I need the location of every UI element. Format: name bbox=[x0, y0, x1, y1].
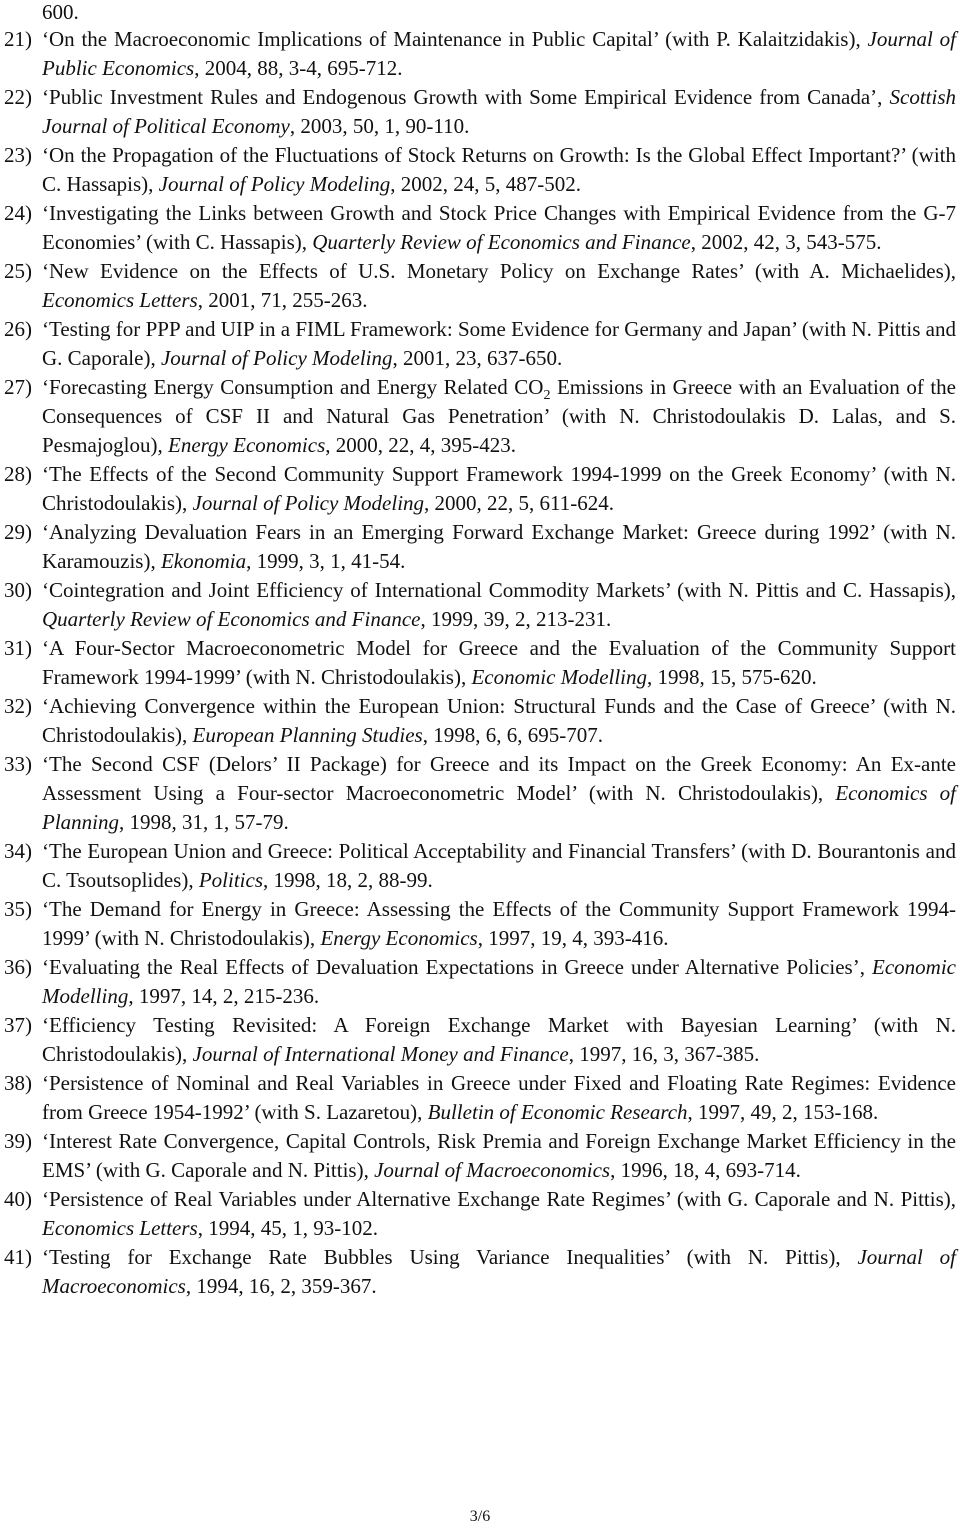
reference-item bbox=[0, 1185, 960, 1243]
reference-item bbox=[0, 634, 960, 692]
reference-text bbox=[42, 199, 956, 257]
reference-number: 37) bbox=[4, 1013, 32, 1037]
reference-number: 41) bbox=[4, 1245, 32, 1269]
citation-text: ‘Public Investment Rules and Endogenous Growth with Some Empirical Evidence from Canada’, bbox=[42, 85, 890, 109]
citation-text: , 1997, 19, 4, 393-416. bbox=[477, 926, 669, 950]
reference-text bbox=[42, 1127, 956, 1185]
citation-text: ‘The Second CSF (Delors’ II Package) for Greece and its Impact on the Greek Economy: An Ex-ante Assessment Using a Four-sector Macroeconometric Model’ (with N. Christodoulakis), bbox=[42, 752, 956, 805]
reference-item bbox=[0, 257, 960, 315]
citation-text: ‘The Demand for Energy in Greece: Assessing the Effects of the Community Support Framework 1994-1999’ (with N. Christodoulakis), bbox=[42, 897, 956, 950]
citation-text: , 1994, 16, 2, 359-367. bbox=[185, 1274, 377, 1298]
subscript: 2 bbox=[543, 388, 551, 404]
citation-text: ‘A Four-Sector Macroeconometric Model for Greece and the Evaluation of the Community Support Framework 1994-1999’ (with N. Christodoulakis), bbox=[42, 636, 956, 689]
citation-text: , 2002, 24, 5, 487-502. bbox=[390, 172, 581, 196]
citation-text: ‘Persistence of Real Variables under Alternative Exchange Rate Regimes’ (with G. Caporale and N. Pittis), bbox=[42, 1187, 956, 1211]
reference-item bbox=[0, 750, 960, 837]
citation-text: ‘Cointegration and Joint Efficiency of International Commodity Markets’ (with N. Pittis and C. Hassapis), bbox=[42, 578, 956, 602]
reference-item bbox=[0, 837, 960, 895]
reference-number: 25) bbox=[4, 259, 32, 283]
reference-number: 29) bbox=[4, 520, 32, 544]
journal-title: Bulletin of Economic Research bbox=[427, 1100, 688, 1124]
reference-item bbox=[0, 141, 960, 199]
journal-title: Economics Letters bbox=[42, 288, 198, 312]
journal-title: Quarterly Review of Economics and Finance bbox=[312, 230, 691, 254]
citation-text: , 1997, 16, 3, 367-385. bbox=[568, 1042, 760, 1066]
reference-text bbox=[42, 750, 956, 837]
reference-text bbox=[42, 1243, 956, 1301]
journal-title: Economic Modelling bbox=[471, 665, 648, 689]
reference-text bbox=[42, 25, 956, 83]
reference-number: 32) bbox=[4, 694, 32, 718]
citation-text: ‘On the Macroeconomic Implications of Maintenance in Public Capital’ (with P. Kalaitzidakis), bbox=[42, 27, 868, 51]
reference-item bbox=[0, 83, 960, 141]
reference-item bbox=[0, 1243, 960, 1301]
citation-text: , 2002, 42, 3, 543-575. bbox=[690, 230, 882, 254]
reference-item bbox=[0, 25, 960, 83]
reference-number: 23) bbox=[4, 143, 32, 167]
reference-text bbox=[42, 576, 956, 634]
journal-title: Journal of Public Economics bbox=[42, 27, 956, 80]
reference-item bbox=[0, 1069, 960, 1127]
journal-title: Journal of Policy Modeling bbox=[160, 346, 393, 370]
citation-text: ‘On the Propagation of the Fluctuations of Stock Returns on Growth: Is the Global Effect Important?’ (with C. Hassapis), bbox=[42, 143, 956, 196]
publication-list bbox=[0, 25, 960, 1301]
reference-item bbox=[0, 518, 960, 576]
journal-title: Politics bbox=[198, 868, 263, 892]
journal-title: Journal of Macroeconomics bbox=[374, 1158, 611, 1182]
citation-text: , 2001, 71, 255-263. bbox=[197, 288, 368, 312]
citation-text: ‘Efficiency Testing Revisited: A Foreign Exchange Market with Bayesian Learning’ (with N. Christodoulakis), bbox=[42, 1013, 956, 1066]
citation-text: ‘Testing for PPP and UIP in a FIML Framework: Some Evidence for Germany and Japan’ (with N. Pittis and G. Caporale), bbox=[42, 317, 956, 370]
citation-text: , 1999, 39, 2, 213-231. bbox=[420, 607, 612, 631]
journal-title: Quarterly Review of Economics and Finance bbox=[42, 607, 421, 631]
reference-number: 34) bbox=[4, 839, 32, 863]
reference-item bbox=[0, 895, 960, 953]
journal-title: Ekonomia bbox=[160, 549, 247, 573]
citation-text: ‘Interest Rate Convergence, Capital Controls, Risk Premia and Foreign Exchange Market Efficiency in the EMS’ (with G. Caporale and N. Pittis), bbox=[42, 1129, 956, 1182]
reference-item bbox=[0, 199, 960, 257]
reference-number: 33) bbox=[4, 752, 32, 776]
citation-text: , 2004, 88, 3-4, 695-712. bbox=[194, 56, 403, 80]
citation-text: , 2001, 23, 637-650. bbox=[392, 346, 563, 370]
citation-text: , 1998, 31, 1, 57-79. bbox=[119, 810, 289, 834]
reference-number: 40) bbox=[4, 1187, 32, 1211]
reference-number: 27) bbox=[4, 375, 32, 399]
citation-text: Emissions in Greece with an Evaluation of the Consequences of CSF II and Natural Gas Penetration’ (with N. Christodoulakis D. Lalas, and S. Pesmajoglou), bbox=[42, 375, 956, 457]
journal-title: European Planning Studies bbox=[192, 723, 423, 747]
citation-text: , 2000, 22, 4, 395-423. bbox=[325, 433, 517, 457]
journal-title: Economics Letters bbox=[42, 1216, 198, 1240]
reference-item bbox=[0, 460, 960, 518]
reference-item bbox=[0, 1011, 960, 1069]
citation-text: , 1999, 3, 1, 41-54. bbox=[246, 549, 406, 573]
citation-text: , 1996, 18, 4, 693-714. bbox=[610, 1158, 801, 1182]
journal-title: Energy Economics bbox=[320, 926, 478, 950]
reference-text bbox=[42, 837, 956, 895]
reference-item bbox=[0, 1127, 960, 1185]
reference-text bbox=[42, 634, 956, 692]
reference-item bbox=[0, 692, 960, 750]
reference-item bbox=[0, 953, 960, 1011]
reference-number: 35) bbox=[4, 897, 32, 921]
journal-title: Economics of Planning bbox=[42, 781, 956, 834]
citation-text: , 1998, 15, 575-620. bbox=[647, 665, 817, 689]
reference-number: 26) bbox=[4, 317, 32, 341]
citation-text: , 1997, 14, 2, 215-236. bbox=[128, 984, 320, 1008]
journal-title: Scottish Journal of Political Economy bbox=[42, 85, 956, 138]
journal-title: Journal of International Money and Finance bbox=[192, 1042, 569, 1066]
citation-text: , 2003, 50, 1, 90-110. bbox=[289, 114, 470, 138]
citation-text: ‘Investigating the Links between Growth and Stock Price Changes with Empirical Evidence from the G-7 Economies’ (with C. Hassapis), bbox=[42, 201, 956, 254]
reference-text bbox=[42, 141, 956, 199]
reference-text bbox=[42, 83, 956, 141]
reference-number: 28) bbox=[4, 462, 32, 486]
reference-text bbox=[42, 373, 956, 460]
citation-text: , 1994, 45, 1, 93-102. bbox=[197, 1216, 378, 1240]
citation-text: ‘New Evidence on the Effects of U.S. Monetary Policy on Exchange Rates’ (with A. Michaelides), bbox=[42, 259, 956, 283]
journal-title: Journal of Macroeconomics bbox=[42, 1245, 956, 1298]
page-number: 3/6 bbox=[469, 1508, 491, 1525]
reference-item bbox=[0, 315, 960, 373]
reference-number: 36) bbox=[4, 955, 32, 979]
reference-text bbox=[42, 257, 956, 315]
reference-text bbox=[42, 953, 956, 1011]
citation-text: , 1998, 6, 6, 695-707. bbox=[422, 723, 603, 747]
reference-item bbox=[0, 373, 960, 460]
reference-number: 39) bbox=[4, 1129, 32, 1153]
reference-text bbox=[42, 1185, 956, 1243]
citation-text: ‘Analyzing Devaluation Fears in an Emerging Forward Exchange Market: Greece during 1992’ (with N. Karamouzis), bbox=[42, 520, 956, 573]
continuation-text: 600. bbox=[42, 0, 79, 24]
reference-text bbox=[42, 895, 956, 953]
reference-number: 21) bbox=[4, 27, 32, 51]
citation-text: , 2000, 22, 5, 611-624. bbox=[424, 491, 615, 515]
citation-text: , 1998, 18, 2, 88-99. bbox=[263, 868, 433, 892]
citation-text: ‘Persistence of Nominal and Real Variables in Greece under Fixed and Floating Rate Regimes: Evidence from Greece 1954-1992’ (with S. Lazaretou), bbox=[42, 1071, 956, 1124]
reference-number: 30) bbox=[4, 578, 32, 602]
journal-title: Economic Modelling bbox=[42, 955, 956, 1008]
reference-text bbox=[42, 1069, 956, 1127]
journal-title: Energy Economics bbox=[168, 433, 326, 457]
citation-text: ‘The Effects of the Second Community Support Framework 1994-1999 on the Greek Economy’ (with N. Christodoulakis), bbox=[42, 462, 956, 515]
citation-text: ‘Achieving Convergence within the European Union: Structural Funds and the Case of Greece’ (with N. Christodoulakis), bbox=[42, 694, 956, 747]
reference-number: 24) bbox=[4, 201, 32, 225]
reference-text bbox=[42, 692, 956, 750]
reference-text bbox=[42, 1011, 956, 1069]
reference-item bbox=[0, 576, 960, 634]
reference-text bbox=[42, 315, 956, 373]
citation-text: ‘Testing for Exchange Rate Bubbles Using Variance Inequalities’ (with N. Pittis), bbox=[42, 1245, 858, 1269]
reference-number: 31) bbox=[4, 636, 32, 660]
citation-text: ‘Evaluating the Real Effects of Devaluation Expectations in Greece under Alternative Policies’, bbox=[42, 955, 873, 979]
journal-title: Journal of Policy Modeling bbox=[192, 491, 425, 515]
reference-number: 38) bbox=[4, 1071, 32, 1095]
reference-text bbox=[42, 460, 956, 518]
citation-text: ‘Forecasting Energy Consumption and Energy Related CO bbox=[42, 375, 544, 399]
journal-title: Journal of Policy Modeling bbox=[158, 172, 391, 196]
citation-text: ‘The European Union and Greece: Political Acceptability and Financial Transfers’ (with D. Bourantonis and C. Tsoutsoplides), bbox=[42, 839, 956, 892]
reference-number: 22) bbox=[4, 85, 32, 109]
reference-text bbox=[42, 518, 956, 576]
citation-text: , 1997, 49, 2, 153-168. bbox=[687, 1100, 879, 1124]
